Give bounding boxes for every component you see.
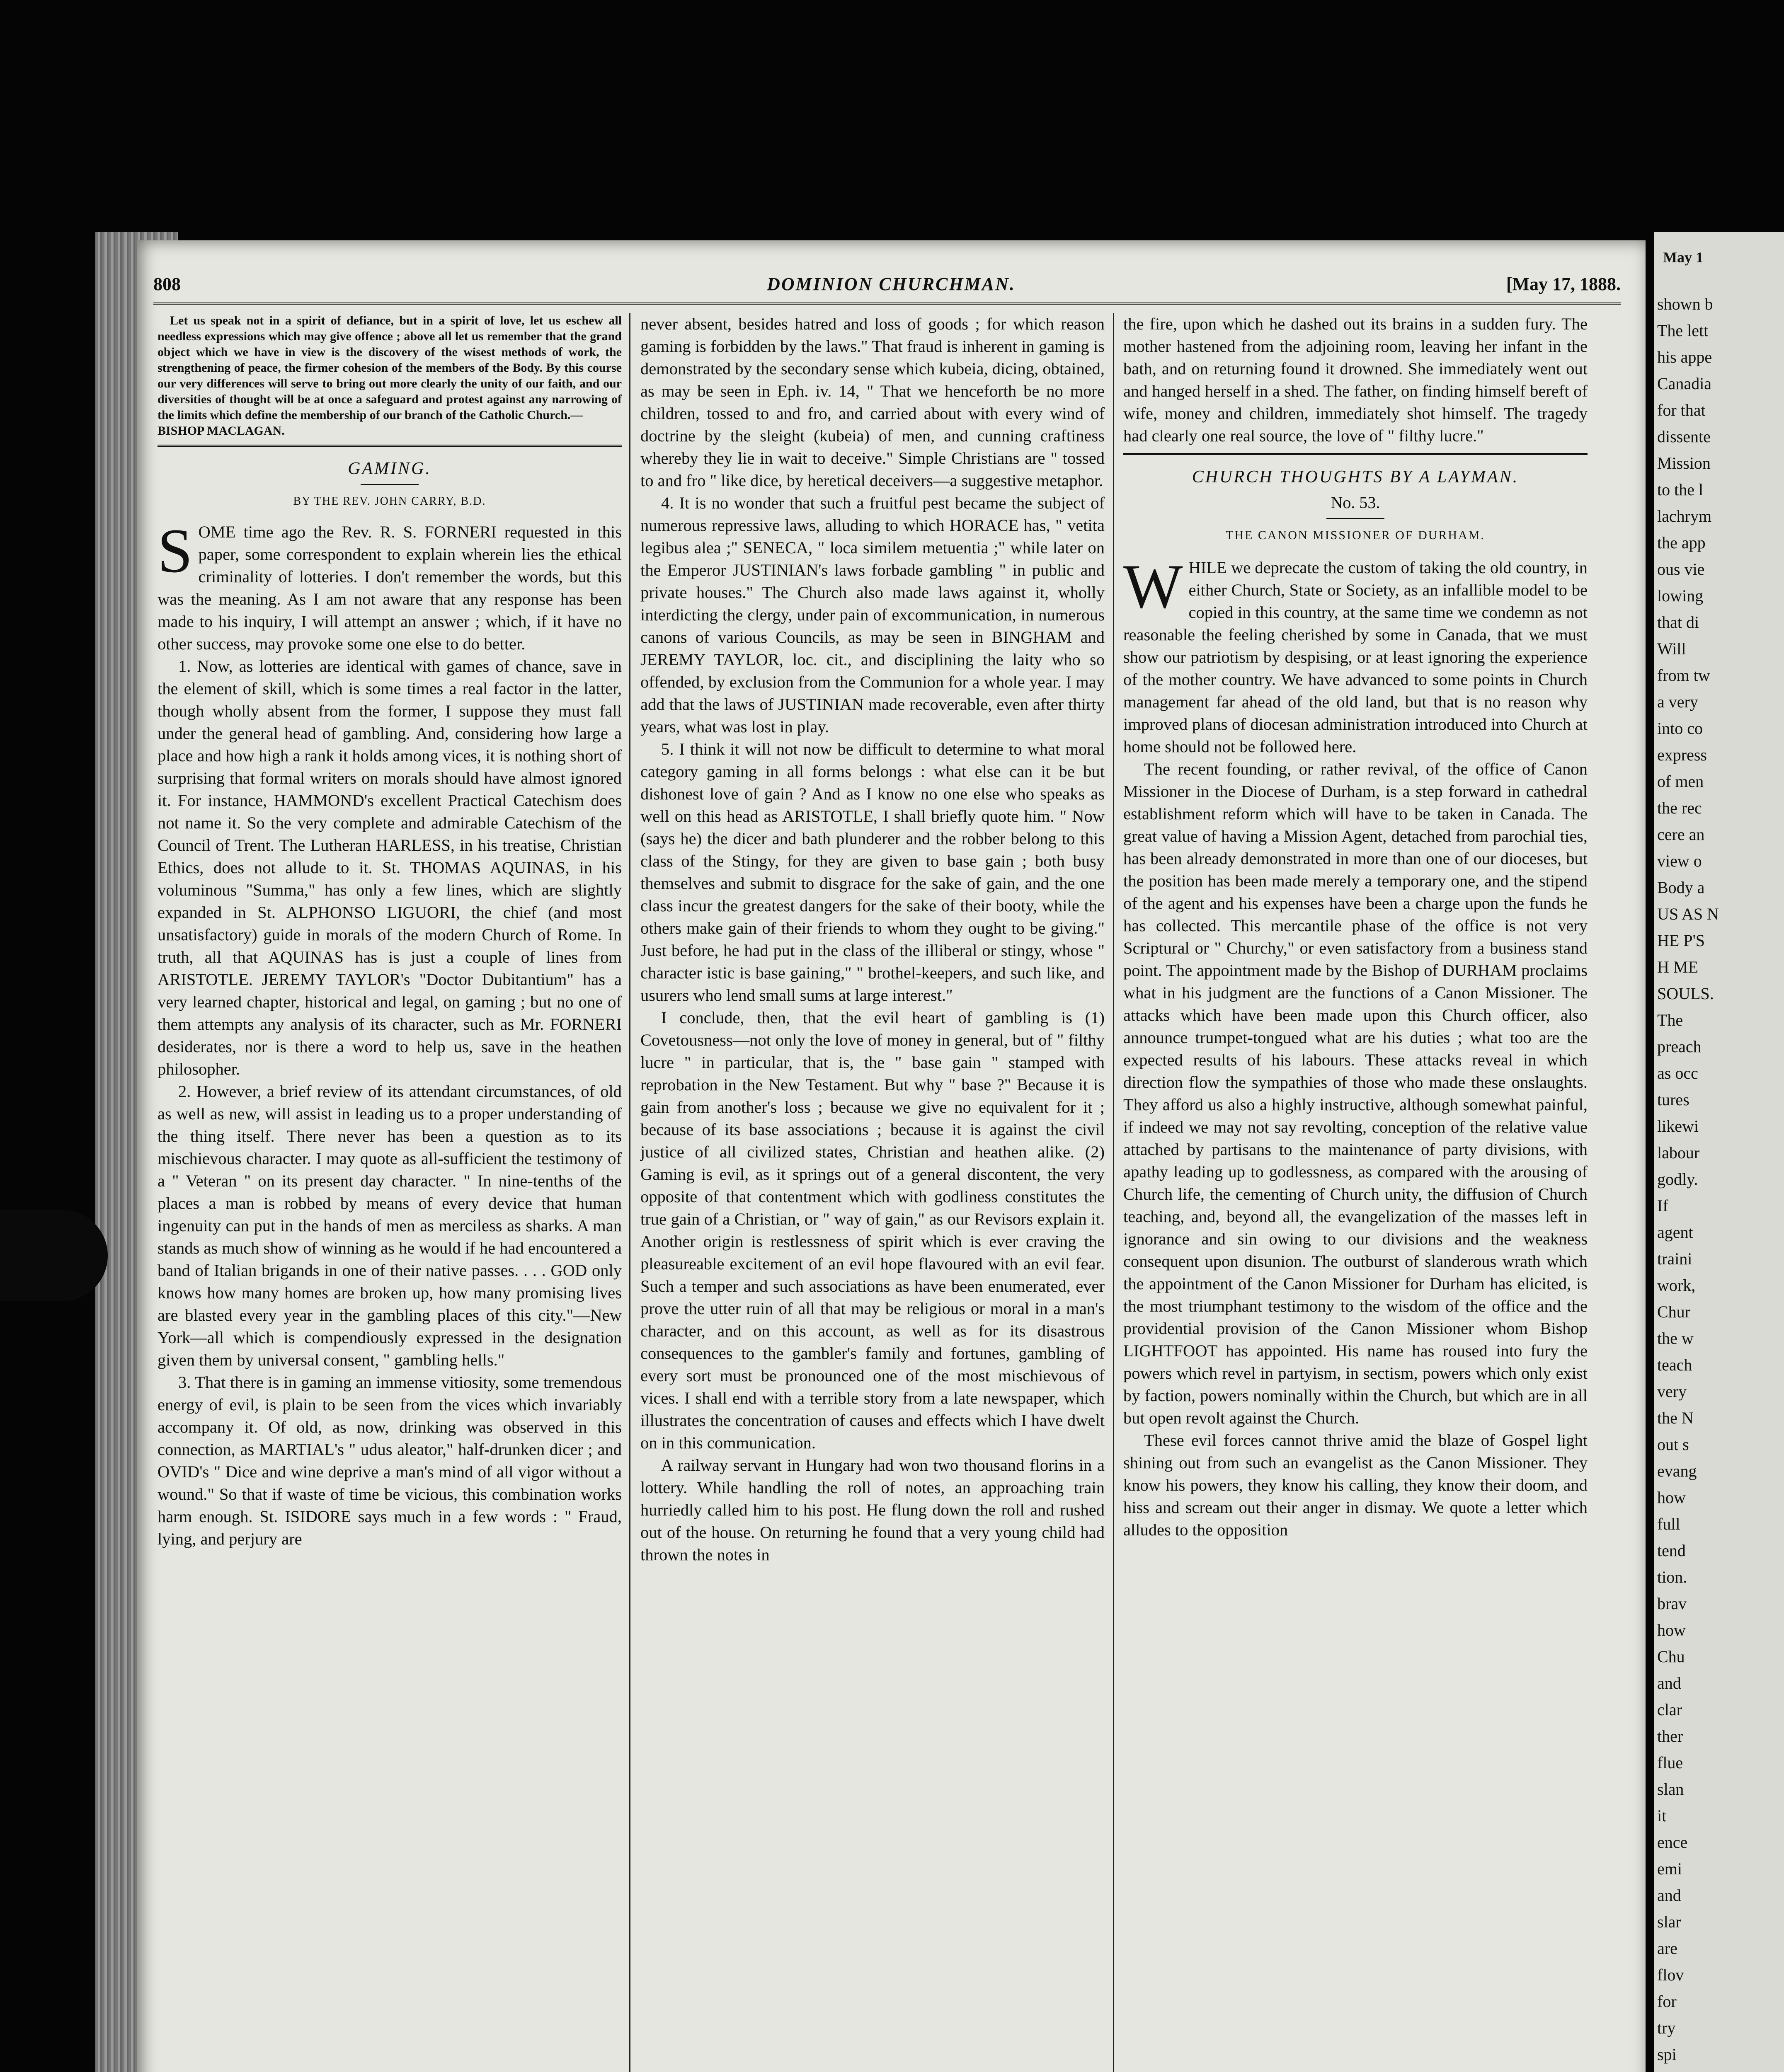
column-rule-2 bbox=[1113, 313, 1114, 2072]
next-page-line: agent bbox=[1657, 1223, 1693, 1242]
next-page-line: the w bbox=[1657, 1329, 1694, 1348]
next-page-line: tures bbox=[1657, 1090, 1689, 1109]
article-paragraph: 5. I think it will not now be difficult to determine to what moral category gaming in all forms belongs : what else can it be but dishonest love of gain ? And as I know no one else who speaks as well on this head as ARISTOTLE, I shall briefly quote him. " Now (says he) the dicer and bath plunderer and the robber belong to this class of the Stingy, for they are given to base gain ; both busy themselves and submit to disgrace for the sake of gain, and the one class incur the greatest dangers for the sake of their booty, while the others make gain of their friends to whom they ought to be giving." Just before, he had put in the class of the illiberal or stingy, whose " character istic is base gaining," " brothel-keepers, and such like, and usurers who lend small sums at large interest." bbox=[640, 740, 1105, 1005]
article-paragraph: A railway servant in Hungary had won two thousand florins in a lottery. While handling the roll of notes, an approaching train hurriedly called him to his post. He flung down the roll and rushed out of the house. On returning he found that a very young child had thrown the notes in bbox=[640, 1456, 1105, 1564]
next-page-line: Chu bbox=[1657, 1647, 1685, 1666]
next-page-line: lowing bbox=[1657, 586, 1704, 605]
column-2 bbox=[640, 313, 1105, 1566]
next-page-line: for bbox=[1657, 1992, 1677, 2011]
next-page-line: that di bbox=[1657, 613, 1699, 632]
next-page-line: dissente bbox=[1657, 427, 1711, 446]
article-byline: BY THE REV. JOHN CARRY, B.D. bbox=[293, 495, 486, 508]
title-rule bbox=[1326, 518, 1384, 519]
column-3 bbox=[1123, 313, 1588, 1541]
next-page-line: are bbox=[1657, 1939, 1677, 1958]
section-rule bbox=[158, 445, 622, 448]
article-paragraph: 3. That there is in gaming an immense vitiosity, some tremendous energy of evil, is plain to be seen from the vices which invariably accompany it. Of old, as now, drinking was observed in this connection, as MARTIAL's " udus aleator," half-drunken dicer ; and OVID's " Dice and wine deprive a man's mind of all vigor without a wound." So that if waste of time be vicious, this combination works harm enough. St. ISIDORE says much in a few words : " Fraud, lying, and perjury are bbox=[158, 1373, 622, 1548]
next-page-line: the N bbox=[1657, 1409, 1694, 1427]
article-paragraph: SOME time ago the Rev. R. S. FORNERI requested in this paper, some correspondent to explain wherein lies the ethical criminality of lotteries. I don't remember the words, but this was the meaning. As I am not aware that any response has been made to his inquiry, I will attempt an answer ; which, if it have no other success, may provoke some one else to do better. bbox=[158, 516, 622, 653]
article-subhead: THE CANON MISSIONER OF DURHAM. bbox=[1226, 528, 1485, 542]
article-paragraph: 4. It is no wonder that such a fruitful pest became the subject of numerous repressive laws, alluding to which HORACE has, " vetita legibus alea ;" SENECA, " loca similem metuentia ;" while later on the Emperor JUSTINIAN's laws forbade gambling " in public and private houses." The Church also made laws against it, wholly interdicting the clergy, under pain of excommunication, in numerous canons of various Councils, as may be seen in BINGHAM and JEREMY TAYLOR, loc. cit., and disciplining the laity who so offended, by exclusion from the Communion for a whole year. I may add that the laws of JUSTINIAN made recoverable, even after thirty years, what was lost in play. bbox=[640, 494, 1105, 736]
next-page-line: a very bbox=[1657, 692, 1698, 711]
next-page-line: spi bbox=[1657, 2045, 1677, 2064]
next-page-line: flue bbox=[1657, 1753, 1683, 1772]
next-page-line: the app bbox=[1657, 533, 1706, 552]
next-page-line: H ME bbox=[1657, 958, 1698, 976]
article-title-church-thoughts: CHURCH THOUGHTS BY A LAYMAN. bbox=[1192, 467, 1519, 487]
next-page-line: godly. bbox=[1657, 1170, 1698, 1188]
next-page-line: clar bbox=[1657, 1700, 1682, 1719]
next-page-line: emi bbox=[1657, 1859, 1682, 1878]
next-page-line: preach bbox=[1657, 1037, 1702, 1056]
epigraph-quote bbox=[158, 313, 622, 439]
next-page-line: view o bbox=[1657, 852, 1702, 870]
page-number: 808 bbox=[153, 274, 181, 294]
article-number: No. 53. bbox=[1331, 493, 1380, 512]
next-page-line: likewi bbox=[1657, 1117, 1699, 1135]
column-1 bbox=[158, 313, 622, 1550]
next-page-line: The lett bbox=[1657, 321, 1709, 340]
article-paragraph: I conclude, then, that the evil heart of gambling is (1) Covetousness—not only the love of money in general, but of " filthy lucre " in particular, that is, the " base gain " stamped with reprobation in the New Testament. But why " base ?" Because it is gain from another's loss ; because we give no equivalent for it ; because of its base associations ; because it is against the civil justice of all civilized states, Christian and heathen alike. (2) Gaming is evil, as it springs out of a general discontent, the very opposite of that contentment which with godliness constitutes the true gain of a Christian, or " way of gain," as our Revisors explain it. Another origin is restlessness of spirit which is ever craving the pleasureable excitement of an evil hope flavoured with an evil fear. Such a temper and such associations as have been enumerated, ever prove the utter ruin of all that may be religious or moral in a man's character, and on this account, as well as for its disastrous consequences to the gambler's family and fortunes, gambling of every sort must be pronounced one of the most mischievous of vices. I shall end with a terrible story from a late newspaper, which illustrates the concentration of causes and effects which I have dwelt on in this communication. bbox=[640, 1008, 1105, 1452]
masthead: DOMINION CHURCHMAN. bbox=[767, 274, 1016, 294]
next-page-header: May 1 bbox=[1663, 249, 1703, 266]
next-page-line: Canadia bbox=[1657, 374, 1712, 393]
article-paragraph: 1. Now, as lotteries are identical with games of chance, save in the element of skill, which is some times a real factor in the latter, though wholly absent from the former, I suppose they must fall under the general head of gambling. And, considering how large a place and how high a rank it holds among vices, it is nothing short of surprising that formal writers on morals should have almost ignored it. For instance, HAMMOND's excellent Practical Catechism does not name it. So the very complete and admirable Catechism of the Council of Trent. The Lutheran HARLESS, in his treatise, Christian Ethics, does not allude to it. St. THOMAS AQUINAS, in his voluminous "Summa," has only a few lines, which are slightly expanded in St. ALPHONSO LIGUORI, the chief (and most unsatisfactory) guide in morals of the modern Church of Rome. In truth, all that AQUINAS has is just a couple of lines from ARISTOTLE. JEREMY TAYLOR's "Doctor Dubitantium" has a very learned chapter, historical and legal, on gaming ; but no one of them attempts any analysis of its character, such as Mr. FORNERI desiderates, nor is there a word to help us, save in the heathen philosopher. bbox=[158, 657, 622, 1078]
article-paragraph: the fire, upon which he dashed out its brains in a sudden fury. The mother hastened from the adjoining room, leaving her infant in the bath, and on returning found it drowned. She immediately went out and hanged herself in a shed. The father, on finding himself bereft of wife, money and children, immediately shot himself. The tragedy had clearly one real source, the love of " filthy lucre." bbox=[1123, 315, 1588, 445]
next-page-line: HE P'S bbox=[1657, 931, 1705, 950]
next-page-line: for that bbox=[1657, 401, 1706, 419]
next-page-line: to the l bbox=[1657, 480, 1704, 499]
next-page-line: cere an bbox=[1657, 825, 1705, 844]
next-page-line: Mission bbox=[1657, 454, 1711, 472]
next-page-line: tion. bbox=[1657, 1568, 1687, 1586]
column-rule-1 bbox=[629, 313, 630, 2072]
issue-date: [May 17, 1888. bbox=[1506, 274, 1621, 294]
next-page-line: SOULS. bbox=[1657, 984, 1714, 1003]
next-page-line: try bbox=[1657, 2019, 1676, 2037]
next-page-line: and bbox=[1657, 1886, 1681, 1905]
next-page-line: it bbox=[1657, 1806, 1667, 1825]
next-page-line: US AS N bbox=[1657, 905, 1719, 923]
next-page-line: out s bbox=[1657, 1435, 1689, 1454]
next-page-line: Chur bbox=[1657, 1302, 1690, 1321]
next-page-line: evang bbox=[1657, 1462, 1697, 1480]
next-page-line: from tw bbox=[1657, 666, 1710, 685]
next-page-line: teach bbox=[1657, 1356, 1692, 1374]
next-page-line: his appe bbox=[1657, 348, 1712, 366]
page-header bbox=[137, 274, 1646, 307]
next-page-line: as occ bbox=[1657, 1064, 1698, 1082]
next-page-line: ous vie bbox=[1657, 560, 1705, 579]
next-page-line: ence bbox=[1657, 1833, 1688, 1852]
next-page-line: full bbox=[1657, 1515, 1680, 1533]
next-page-line: shown b bbox=[1657, 295, 1713, 313]
epigraph-text: Let us speak not in a spirit of defiance, but in a spirit of love, let us eschew all needless expressions which may give offence ; above all let us remember that the grand object which we have in view is the discovery of the wisest methods of work, the strengthening of peace, the firmer cohesion of the members of the Body. By this course our very differences will serve to bring out more clearly the unity of our faith, and our diversities of thought will be at once a safeguard and protest against any narrowing of the limits which define the membership of our branch of the Catholic Church.— bbox=[158, 314, 622, 422]
section-rule bbox=[1123, 453, 1588, 457]
next-page-line: into co bbox=[1657, 719, 1703, 738]
drop-cap: W bbox=[1123, 552, 1183, 621]
next-page-line: traini bbox=[1657, 1249, 1692, 1268]
next-page-line: flov bbox=[1657, 1965, 1684, 1984]
next-page-line: Body a bbox=[1657, 878, 1705, 897]
next-page-line: how bbox=[1657, 1621, 1686, 1639]
article-paragraph: WHILE we deprecate the custom of taking the old country, in either Church, State or Society, as an infallible model to be copied in this country, at the same time we condemn as not reasonable the feeling cherished by some in Canada, that we must show our patriotism by despising, or at least ignoring the experience of the mother country. We have advanced to some points in Church management far ahead of the old land, but that is no reason why improved plans of diocesan administration introduced into Church at home should not be followed here. bbox=[1123, 552, 1588, 756]
next-page-line: of men bbox=[1657, 772, 1704, 791]
next-page-line: Will bbox=[1657, 639, 1686, 658]
epigraph-author: BISHOP MACLAGAN. bbox=[158, 424, 285, 438]
drop-cap: S bbox=[158, 516, 193, 586]
next-page-line: slan bbox=[1657, 1780, 1684, 1798]
next-page-line: labour bbox=[1657, 1143, 1700, 1162]
next-page-line: ther bbox=[1657, 1727, 1683, 1745]
next-page-line: lachrym bbox=[1657, 507, 1712, 525]
newspaper-page bbox=[137, 240, 1646, 2072]
thumb-shadow bbox=[0, 1210, 108, 1301]
next-page-line: and bbox=[1657, 1674, 1681, 1692]
next-page-line: brav bbox=[1657, 1594, 1687, 1613]
next-page-line: very bbox=[1657, 1382, 1687, 1401]
article-paragraph: 2. However, a brief review of its attendant circumstances, of old as well as new, will assist in leading us to a proper understanding of the thing itself. There never has been a question as to its mischievous character. I may quote as all-sufficient the testimony of a " Veteran " on its present day character. " In nine-tenths of the places a man is robbed by means of every device that human ingenuity can put in the hands of men as merciless as sharks. A man stands as much show of winning as he would if he had encountered a band of Italian brigands in one of their native passes. . . . GOD only knows how many homes are broken up, how many promising lives are blasted every year in the gambling places of this city."—New York—all which is compendiously expressed in the designation given them by universal consent, " gambling hells." bbox=[158, 1082, 622, 1369]
next-page-line: how bbox=[1657, 1488, 1686, 1507]
next-page-strip bbox=[1654, 232, 1784, 2072]
next-page-line: work, bbox=[1657, 1276, 1696, 1295]
next-page-line: the rec bbox=[1657, 799, 1702, 817]
next-page-line: slar bbox=[1657, 1912, 1681, 1931]
title-rule bbox=[361, 484, 419, 485]
next-page-line: tend bbox=[1657, 1541, 1686, 1560]
article-title-gaming: GAMING. bbox=[348, 459, 431, 478]
next-page-line: The bbox=[1657, 1011, 1683, 1029]
next-page-line: If bbox=[1657, 1196, 1668, 1215]
article-paragraph: These evil forces cannot thrive amid the blaze of Gospel light shining out from such an evangelist as the Canon Missioner. They know his powers, they know his calling, they know their doom, and hiss and scream out their anger in dismay. We quote a letter which alludes to the opposition bbox=[1123, 1431, 1588, 1539]
next-page-line: express bbox=[1657, 746, 1707, 764]
header-rule bbox=[153, 303, 1621, 308]
article-paragraph: never absent, besides hatred and loss of goods ; for which reason gaming is forbidden by the laws." That fraud is inherent in gaming is demonstrated by the secondary sense which kubeia, dicing, obtained, as may be seen in Eph. iv. 14, " That we henceforth be no more children, tossed to and fro, and carried about with every wind of doctrine by the sleight (kubeia) of men, and cunning craftiness whereby they lie in wait to deceive." Simple Christians are " tossed to and fro " like dice, by heretical deceivers—a suggestive metaphor. bbox=[640, 315, 1105, 490]
article-paragraph: The recent founding, or rather revival, of the office of Canon Missioner in the Diocese of Durham, is a step forward in cathedral establishment reform which will have to be taken in Canada. The great value of having a Mission Agent, detached from parochial ties, has been already demonstrated in more than one of our dioceses, but the position has been made merely a temporary one, and the stipend of the agent and his expenses have been a charge upon the funds he has collected. This mercantile phase of the office is not very Scriptural or " Churchy," or even satisfactory from a business stand point. The appointment made by the Bishop of DURHAM proclaims what in his judgment are the functions of a Canon Missioner. The attacks which have been made upon this Church officer, also announce trumpet-tongued what are his duties ; what too are the expected results of his labours. These attacks reveal in which direction flow the sympathies of those who made these onslaughts. They afford us also a highly instructive, although somewhat painful, if indeed we may not say revolting, conception of the relative value attached by partisans to the maintenance of party divisions, with apathy leading up to godlessness, as compared with the arousing of Church life, the cementing of Church unity, the diffusion of Church teaching, and, beyond all, the evangelization of the masses left in ignorance and sin owing to our divisions and the weakness consequent upon disunion. The outburst of slanderous wrath which the appointment of the Canon Missioner for Durham has elicited, is the most triumphant testimony to the wisdom of the office and the providential provision of the Canon Missioner whom Bishop LIGHTFOOT has appointed. His name has roused into fury the powers which revel in partyism, in sectism, powers which only exist by faction, powers nominally within the Church, but which are in all but open revolt against the Church. bbox=[1123, 760, 1588, 1427]
